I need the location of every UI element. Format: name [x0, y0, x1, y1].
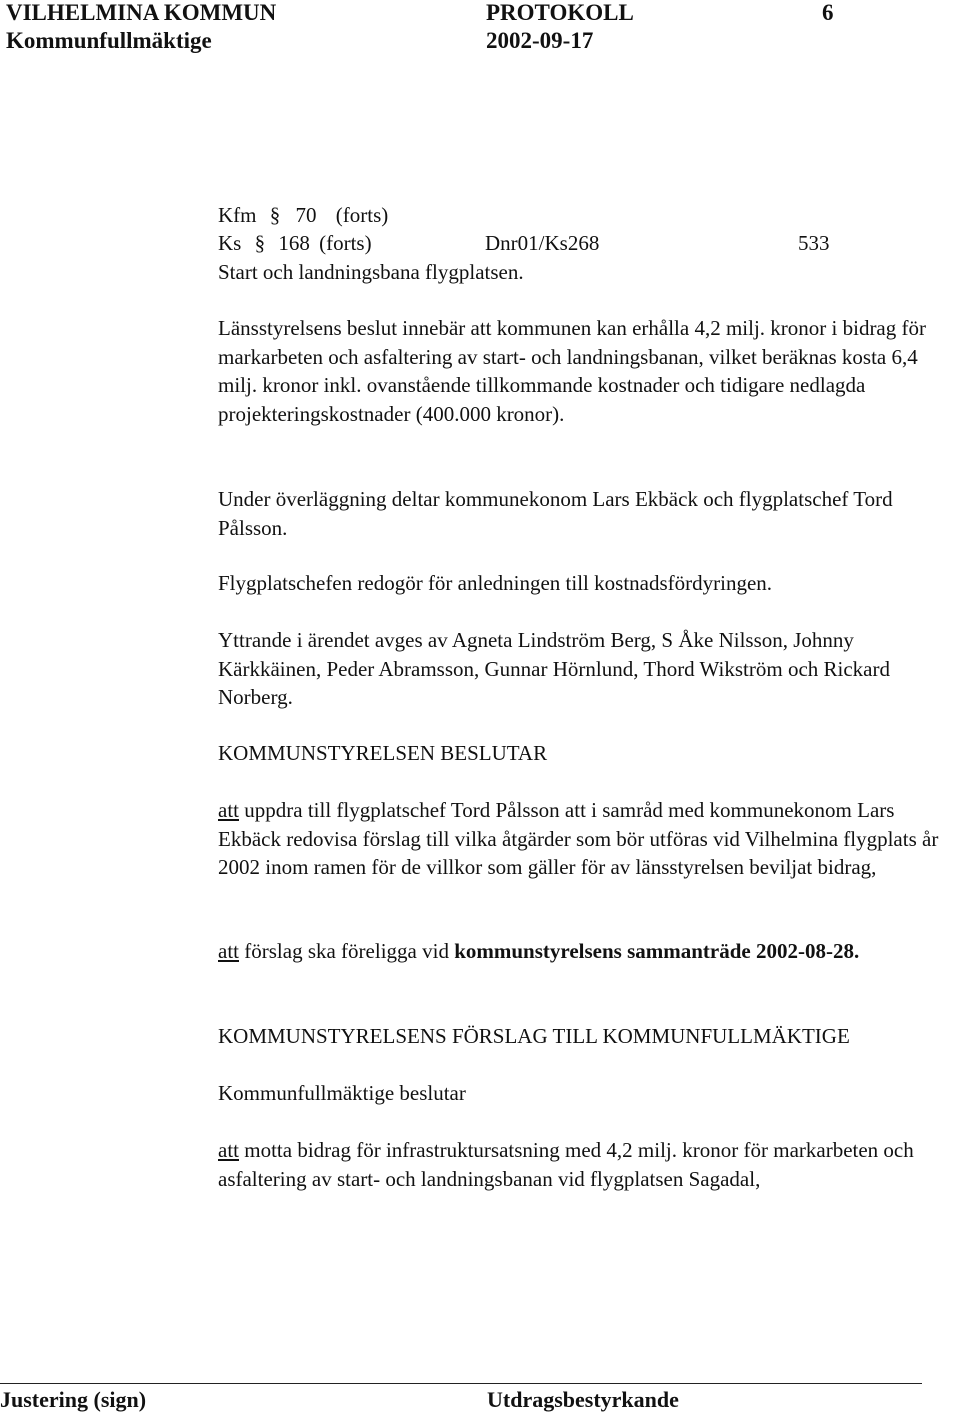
paragraph-decision-summary: Länsstyrelsens beslut innebär att kommunen kan erhålla 4,2 milj. kronor i bidrag för markarbeten och asfaltering av start- och landningsbanan, vilket beräknas kosta 6,4 milj. kronor inkl. ovanstående tillkommande kostnader och tidigare nedlagda projekteringskostnader (400.000 kronor). — [218, 316, 926, 426]
att-marker: att — [218, 1138, 239, 1162]
kfm-label: Kfm — [218, 203, 257, 227]
ks-decision-heading: KOMMUNSTYRELSEN BESLUTAR — [218, 741, 548, 765]
kfm-number: 70 — [295, 203, 317, 227]
assembly-name: Kommunfullmäktige — [6, 28, 212, 53]
archive-code: 533 — [798, 231, 830, 255]
decision-bold-text: kommunstyrelsens sammanträde 2002-08-28. — [454, 939, 860, 963]
diary-number: Dnr01/Ks268 — [485, 231, 600, 255]
decision-text: förslag ska föreligga vid — [244, 939, 449, 963]
paragraph-explanation: Flygplatschefen redogör för anledningen till kostnadsfördyringen. — [218, 571, 773, 595]
kf-decides-heading: Kommunfullmäktige beslutar — [218, 1081, 466, 1105]
ks-reference — [218, 229, 838, 258]
att-marker: att — [218, 798, 239, 822]
decision-text: uppdra till flygplatschef Tord Pålsson att i samråd med kommunekonom Lars Ekbäck redovisa förslag till vilka åtgärder som bör utföras vid Vilhelmina flygplats år 2002 inom ramen för de villkor som gäller för av länsstyrelsen beviljat bidrag, — [218, 798, 939, 879]
municipality-name: VILHELMINA KOMMUN — [6, 0, 277, 25]
decision-text: motta bidrag för infrastruktursatsning med 4,2 milj. kronor för markarbeten och asfaltering av start- och landningsbanan vid flygplatsen Sagadal, — [218, 1138, 914, 1191]
decision-assignment — [218, 796, 958, 882]
proposal-heading: KOMMUNSTYRELSENS FÖRSLAG TILL KOMMUNFULLMÄKTIGE — [218, 1024, 850, 1048]
paragraph-participants: Under överläggning deltar kommunekonom Lars Ekbäck och flygplatschef Tord Pålsson. — [218, 487, 893, 540]
kfm-reference — [218, 201, 388, 230]
page-number: 6 — [822, 0, 834, 25]
section-sign: § — [254, 231, 266, 255]
case-subject: Start och landningsbana flygplatsen. — [218, 260, 524, 284]
justering-label: Justering (sign) — [0, 1387, 147, 1412]
ks-forts: (forts) — [319, 231, 372, 255]
signature-line — [0, 1383, 922, 1384]
ks-label: Ks — [218, 231, 242, 255]
paragraph-statements: Yttrande i ärendet avges av Agneta Lindström Berg, S Åke Nilsson, Johnny Kärkkäinen, Peder Abramsson, Gunnar Hörnlund, Thord Wikström och Rickard Norberg. — [218, 628, 890, 709]
certification-label: Utdragsbestyrkande — [487, 1387, 679, 1412]
att-marker: att — [218, 939, 239, 963]
decision-grant — [218, 1136, 958, 1193]
decision-deadline — [218, 937, 958, 966]
kfm-forts: (forts) — [335, 203, 389, 227]
meeting-date: 2002-09-17 — [486, 28, 594, 53]
section-sign: § — [269, 203, 281, 227]
document-type: PROTOKOLL — [486, 0, 634, 25]
ks-number: 168 — [278, 231, 310, 255]
